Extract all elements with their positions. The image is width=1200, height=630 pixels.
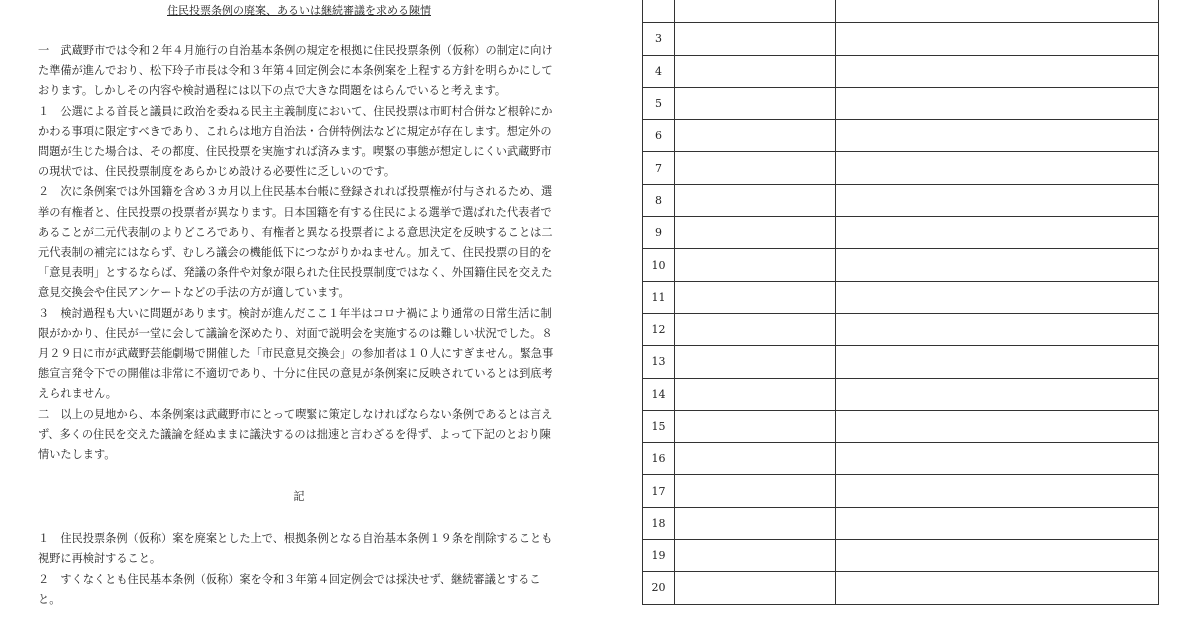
name-cell xyxy=(675,152,836,184)
name-cell xyxy=(675,313,836,345)
address-cell xyxy=(836,507,1159,539)
address-cell xyxy=(836,184,1159,216)
signature-row xyxy=(643,87,1159,119)
address-cell xyxy=(836,346,1159,378)
address-cell xyxy=(836,572,1159,604)
name-cell xyxy=(675,507,836,539)
row-number: 7 xyxy=(643,152,675,184)
conclusion-paragraph: 二 以上の見地から、本条例案は武蔵野市にとって喫緊に策定しなければならない条例であるとは言えず、多くの住民を交えた議論を経ぬままに議決するのは拙速と言わざるを得ず、よって下記のとおり陳情いたします。 xyxy=(38,407,553,462)
name-cell xyxy=(675,443,836,475)
name-cell xyxy=(675,410,836,442)
intro-paragraph: 一 武蔵野市では令和２年４月施行の自治基本条例の規定を根拠に住民投票条例（仮称）の制定に向けた準備が進んでおり、松下玲子市長は令和３年第４回定例会に本条例案を上程する方針を明らかにしております。しかしその内容や検討過程には以下の点で大きな問題をはらんでいると考えます。 xyxy=(38,44,553,98)
address-cell xyxy=(836,410,1159,442)
signature-table xyxy=(642,0,1159,605)
name-cell xyxy=(675,184,836,216)
row-number xyxy=(643,0,675,23)
row-number: 4 xyxy=(643,55,675,87)
name-cell xyxy=(675,0,836,23)
name-cell xyxy=(675,55,836,87)
signature-row xyxy=(643,55,1159,87)
row-number: 3 xyxy=(643,23,675,55)
name-cell xyxy=(675,572,836,604)
signature-row xyxy=(643,23,1159,55)
signature-row xyxy=(643,346,1159,378)
signature-row xyxy=(643,249,1159,281)
row-number: 6 xyxy=(643,120,675,152)
signature-row xyxy=(643,540,1159,572)
name-cell xyxy=(675,87,836,119)
row-number: 9 xyxy=(643,217,675,249)
signature-row xyxy=(643,313,1159,345)
row-number: 14 xyxy=(643,378,675,410)
point-3-paragraph: ３ 検討過程も大いに問題があります。検討が進んだここ１年半はコロナ禍により通常の日常生活に制限がかかり、住民が一堂に会して議論を深めたり、対面で説明会を実施するのは難しい状況でした。８月２９日に市が武蔵野芸能劇場で開催した「市民意見交換会」の参加者は１０人にすぎません。緊急事態宣言発令下での開催は非常に不適切であり、十分に住民の意見が条例案に反映されているとは到底考えられません。 xyxy=(38,306,554,401)
address-cell xyxy=(836,540,1159,572)
row-number: 11 xyxy=(643,281,675,313)
ki-heading: 記 xyxy=(293,490,305,504)
address-cell xyxy=(836,87,1159,119)
name-cell xyxy=(675,120,836,152)
row-number: 12 xyxy=(643,313,675,345)
request-2-paragraph: ２ すくなくとも住民基本条例（仮称）案を令和３年第４回定例会では採決せず、継続審議とすること。 xyxy=(38,572,541,606)
row-number: 5 xyxy=(643,87,675,119)
name-cell xyxy=(675,378,836,410)
row-number: 18 xyxy=(643,507,675,539)
row-number: 13 xyxy=(643,346,675,378)
name-cell xyxy=(675,23,836,55)
row-number: 20 xyxy=(643,572,675,604)
address-cell xyxy=(836,55,1159,87)
name-cell xyxy=(675,281,836,313)
name-cell xyxy=(675,346,836,378)
row-number: 19 xyxy=(643,540,675,572)
address-cell xyxy=(836,0,1159,23)
signature-row xyxy=(643,410,1159,442)
address-cell xyxy=(836,443,1159,475)
name-cell xyxy=(675,540,836,572)
address-cell xyxy=(836,313,1159,345)
row-number: 10 xyxy=(643,249,675,281)
point-1-paragraph: １ 公選による首長と議員に政治を委ねる民主主義制度において、住民投票は市町村合併など根幹にかかわる事項に限定すべきであり、これらは地方自治法・合併特例法などに規定が存在します。想定外の問題が生じた場合は、その都度、住民投票を実施すれば済みます。喫緊の事態が想定しにくい武蔵野市の現状では、住民投票制度をあらかじめ設ける必要性に乏しいのです。 xyxy=(38,104,553,179)
signature-row xyxy=(643,152,1159,184)
name-cell xyxy=(675,249,836,281)
address-cell xyxy=(836,217,1159,249)
signature-row xyxy=(643,475,1159,507)
signature-table-wrap xyxy=(642,0,1159,605)
row-number: 15 xyxy=(643,410,675,442)
signature-row xyxy=(643,378,1159,410)
address-cell xyxy=(836,120,1159,152)
signature-row xyxy=(643,443,1159,475)
address-cell xyxy=(836,152,1159,184)
address-cell xyxy=(836,475,1159,507)
name-cell xyxy=(675,217,836,249)
row-number: 17 xyxy=(643,475,675,507)
signature-table-body xyxy=(643,0,1159,604)
address-cell xyxy=(836,23,1159,55)
address-cell xyxy=(836,281,1159,313)
signature-row xyxy=(643,0,1159,23)
signature-row xyxy=(643,120,1159,152)
request-1-paragraph: １ 住民投票条例（仮称）案を廃案とした上で、根拠条例となる自治基本条例１９条を削除することも視野に再検討すること。 xyxy=(38,532,553,566)
address-cell xyxy=(836,249,1159,281)
document-title: 住民投票条例の廃案、あるいは継続審議を求める陳情 xyxy=(167,4,431,17)
signature-row xyxy=(643,507,1159,539)
signature-row xyxy=(643,184,1159,216)
point-2-paragraph: ２ 次に条例案では外国籍を含め３カ月以上住民基本台帳に登録されれば投票権が付与されるため、選挙の有権者と、住民投票の投票者が異なります。日本国籍を有する住民による選挙で選ばれた代表者であることが二元代表制のよりどころであり、有権者と異なる投票者による意思決定を反映することは二元代表制の補完にはならず、むしろ議会の機能低下につながりかねません。加えて、住民投票の目的を「意見表明」とするならば、発議の条件や対象が限られた住民投票制度ではなく、外国籍住民を交えた意見交換会や住民アンケートなどの手法の方が適しています。 xyxy=(38,185,553,300)
row-number: 8 xyxy=(643,184,675,216)
petition-document xyxy=(38,0,560,630)
row-number: 16 xyxy=(643,443,675,475)
name-cell xyxy=(675,475,836,507)
address-cell xyxy=(836,378,1159,410)
signature-row xyxy=(643,572,1159,604)
signature-row xyxy=(643,217,1159,249)
signature-row xyxy=(643,281,1159,313)
